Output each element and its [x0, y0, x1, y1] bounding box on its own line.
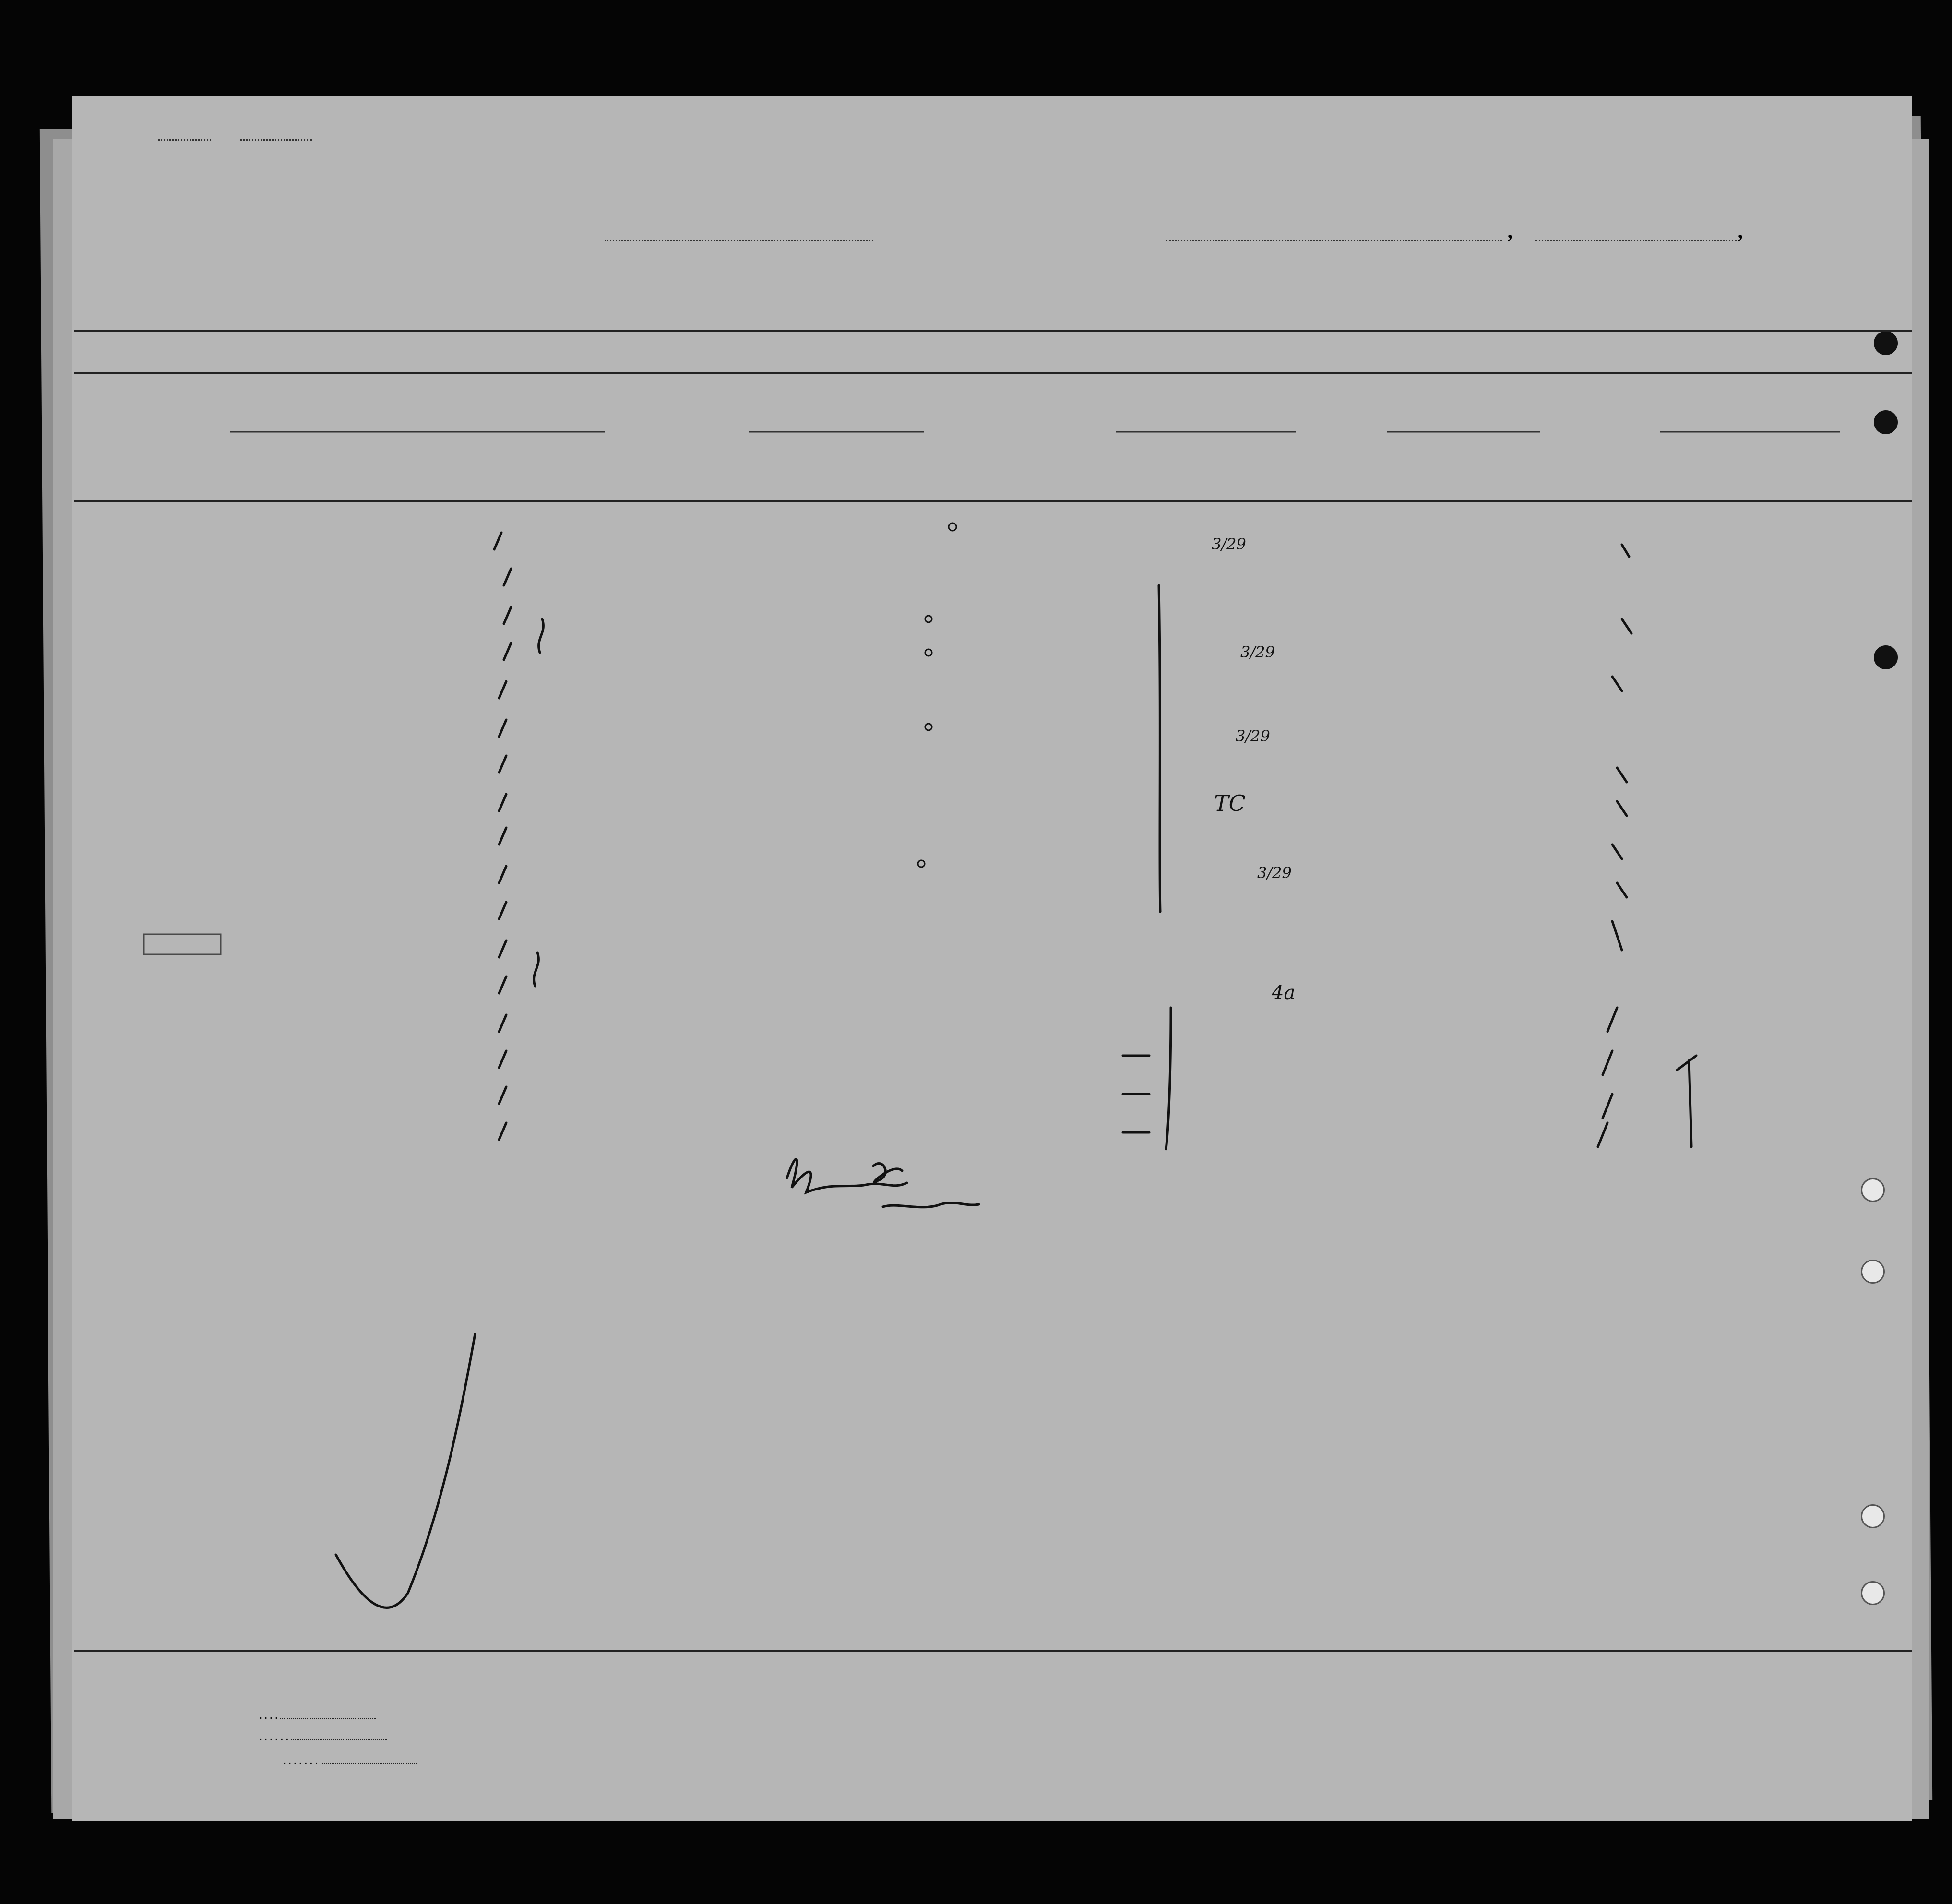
tick-mark [336, 1334, 475, 1607]
svg-text:3/29: 3/29 [1212, 535, 1246, 553]
svg-text:4a: 4a [1272, 982, 1296, 1004]
us-citizens-label: . . . . . . [259, 1732, 387, 1743]
us-cit-stamp-box [144, 934, 221, 954]
handwritten-annotations [336, 523, 1696, 1607]
svg-text:TC: TC [1214, 790, 1246, 816]
svg-text:3/29: 3/29 [1236, 727, 1270, 745]
total-passengers-label: . . . . [259, 1711, 376, 1722]
svg-text:3/29: 3/29 [1257, 864, 1292, 882]
head-tax-stamps [144, 934, 221, 954]
svg-text:3/29: 3/29 [1240, 643, 1275, 661]
aliens-label: . . . . . . . [283, 1756, 417, 1767]
inspector-signature [787, 1159, 907, 1192]
